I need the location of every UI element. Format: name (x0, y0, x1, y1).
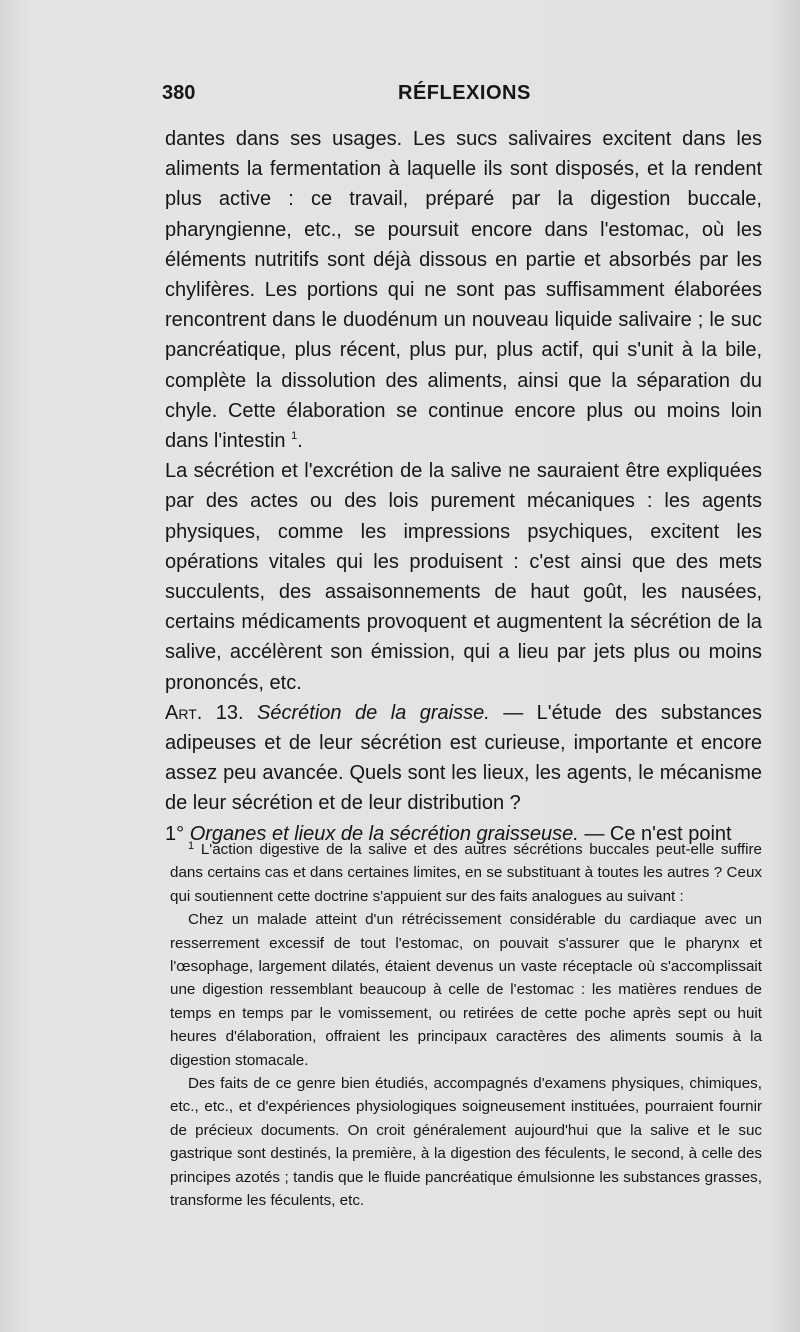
paragraph-article-13 (165, 698, 762, 819)
running-title: RÉFLEXIONS (398, 82, 531, 104)
section-number: 1° (165, 822, 185, 845)
footnotes (170, 838, 762, 1213)
paragraph-salive-secretion: La sécrétion et l'excrétion de la salive ne sauraient être expliquées par des actes ou des lois purement mécaniques : les agents physiques, comme les impressions psychiques, excitent les opérations vitales qui les produisent : c'est ainsi que des mets succulents, des assaisonnements de haut goût, les nausées, certains médicaments provoquent et augmentent la sécrétion de la salive, accélèrent son émission, qui a lieu par jets plus ou moins prononcés, etc. (165, 460, 762, 694)
footnote-mark: 1 (188, 840, 195, 852)
section-text: — Ce n'est point (578, 822, 732, 845)
paragraph-digestion (165, 124, 762, 456)
section-title: Organes et lieux de la sécrétion graisseuse. (189, 822, 579, 845)
article-label: Art. 13. (165, 701, 244, 724)
main-text (165, 124, 762, 849)
footnote-1-text: L'action digestive de la salive et des autres sécrétions buccales peut-elle suffire dans certains cas et dans certaines limites, en se substituant à toutes les autres ? Ceux qui soutiennent cette doctrine s'appuient sur des faits analogues au suivant : (170, 841, 762, 905)
page-number: 380 (162, 82, 196, 104)
page-header (0, 80, 800, 114)
footnote-conclusion: Des faits de ce genre bien étudiés, accompagnés d'examens physiques, chimiques, etc., etc., et d'expériences physiologiques soigneusement instituées, pourraient fournir de précieux documents. On croit généralement aujourd'hui que la salive et le suc gastrique sont destinés, la première, à la digestion des féculents, le second, à celle des principes azotés ; tandis que le fluide pancréatique émulsionne les substances grasses, transforme les féculents, etc. (170, 1075, 762, 1210)
footnote-case: Chez un malade atteint d'un rétrécissement considérable du cardiaque avec un resserrement excessif de tout l'estomac, on pouvait s'assurer que le pharynx et l'œsophage, largement dilatés, étaient devenus un vaste réceptacle où s'accomplissait une digestion ressemblant beaucoup à celle de l'estomac : les matières rendues de temps en temps par le vomissement, ou retirées de cette poche après sept ou huit heures d'élaboration, offraient les principaux caractères des aliments soumis à la digestion stomacale. (170, 911, 762, 1069)
footnote-1 (170, 838, 762, 908)
paragraph-digestion-text: dantes dans ses usages. Les sucs salivaires excitent dans les aliments la fermentation à laquelle ils sont disposés, et la rendent plus active : ce travail, préparé par la digestion buccale, pharyngienne, etc., se poursuit encore dans l'estomac, où les éléments nutritifs sont déjà dissous en partie et absorbés par les chylifères. Les portions qui ne sont pas suffisamment élaborées rencontrent dans le duodénum un nouveau liquide salivaire ; le suc pancréatique, plus récent, plus pur, plus actif, qui s'unit à la bile, complète la dissolution des aliments, ainsi que la séparation du chyle. Cette élaboration se continue encore plus ou moins loin dans l'intestin (165, 128, 762, 453)
footnote-reference: 1 (291, 430, 298, 443)
article-title: Sécrétion de la graisse. (257, 701, 490, 724)
paragraph-digestion-end: . (297, 430, 303, 453)
article-text: — L'étude des substances adipeuses et de leur sécrétion est curieuse, importante et encore assez peu avancée. Quels sont les lieux, les agents, le mécanisme de leur sécrétion et de leur distribution ? (165, 701, 763, 815)
